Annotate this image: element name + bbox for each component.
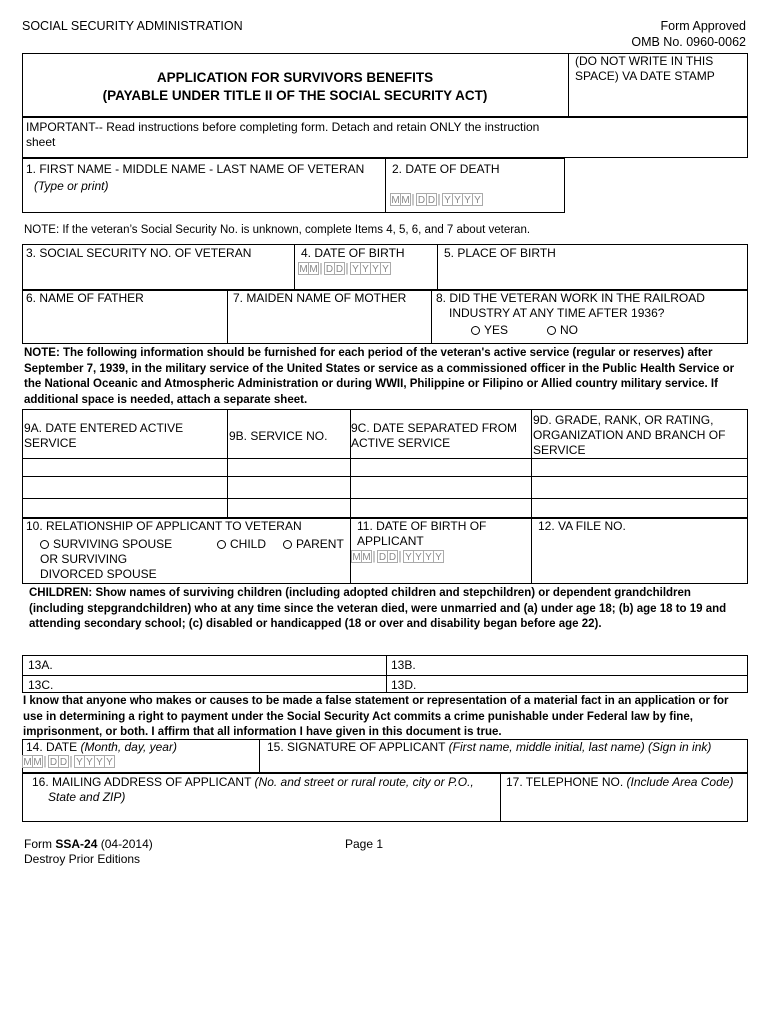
field-13b[interactable]: 13B.: [391, 658, 416, 672]
surviving-spouse-label-2: OR SURVIVING: [40, 552, 128, 566]
form-subtitle: (PAYABLE UNDER TITLE II OF THE SOCIAL SECURITY ACT): [102, 88, 488, 103]
field-11-label: 11. DATE OF BIRTH OF: [357, 519, 487, 533]
page-number: Page 1: [345, 837, 384, 851]
radio-icon: [283, 540, 292, 549]
va-date-stamp-area: (DO NOT WRITE IN THIS SPACE) VA DATE STAMP: [575, 54, 715, 83]
field-9b-label: 9B. SERVICE NO.: [229, 429, 328, 443]
field-4-label: 4. DATE OF BIRTH: [301, 246, 405, 260]
important-notice: IMPORTANT-- Read instructions before completing form. Detach and retain ONLY the instruction sheet: [26, 120, 540, 149]
form-approved: Form Approved: [660, 19, 746, 33]
radio-icon: [217, 540, 226, 549]
field-10-label: 10. RELATIONSHIP OF APPLICANT TO VETERAN: [26, 519, 302, 533]
children-table: [22, 655, 748, 693]
field-13a[interactable]: 13A.: [28, 658, 53, 672]
destroy-prior: Destroy Prior Editions: [24, 852, 141, 866]
ssn-note: NOTE: If the veteran’s Social Security No. is unknown, complete Items 4, 5, 6, and 7 about veteran.: [24, 224, 531, 236]
form-title: APPLICATION FOR SURVIVORS BENEFITS: [156, 70, 434, 85]
radio-icon: [471, 326, 480, 335]
affirmation-text: I know that anyone who makes or causes to be made a false statement or representation of a material fact in an application or for use in determining a right to payment under the Social Security Act commits a crime punishable under Federal law by fine, imprisonment, or both. I affirm that all information I have given in this document is true.: [23, 695, 729, 738]
signature-date-input[interactable]: M M | D D | Y Y Y Y: [22, 755, 114, 769]
field-9d-label: 9D. GRADE, RANK, OR RATING, ORGANIZATION AND BRANCH OF SERVICE: [533, 413, 726, 457]
field-16-label: 16. MAILING ADDRESS OF APPLICANT (No. and street or rural route, city or P.O.,: [32, 775, 474, 789]
child-radio[interactable]: CHILD: [217, 537, 266, 552]
applicant-dob-input[interactable]: M M | D D | Y Y Y Y: [351, 550, 443, 564]
radio-icon: [40, 540, 49, 549]
field-17-label: 17. TELEPHONE NO. (Include Area Code): [506, 775, 734, 789]
veteran-dob-input[interactable]: M M | D D | Y Y Y Y: [298, 262, 390, 276]
form-id: Form SSA-24 (04-2014): [24, 837, 153, 851]
field-16-hint: State and ZIP): [48, 790, 126, 804]
field-5-label: 5. PLACE OF BIRTH: [444, 246, 556, 260]
omb-number: OMB No. 0960-0062: [631, 35, 746, 49]
date-of-death-input[interactable]: M M | D D | Y Y Y Y: [390, 193, 482, 207]
radio-icon: [547, 326, 556, 335]
service-note: NOTE: The following information should be furnished for each period of the veteran's active service (regular or reserves) after September 7, 1939, in the military service of the United States or service as a commissioned officer in the Public Health Service or the National Oceanic and Atmospheric Administration or during WWII, Philippine or Filipino or Allied country military service. If additional space is needed, attach a separate sheet.: [24, 347, 735, 406]
railroad-no-radio[interactable]: NO: [547, 323, 578, 338]
field-8-label: 8. DID THE VETERAN WORK IN THE RAILROAD: [436, 291, 705, 305]
field-2-label: 2. DATE OF DEATH: [392, 162, 500, 176]
agency-name: SOCIAL SECURITY ADMINISTRATION: [22, 19, 243, 33]
surviving-spouse-radio[interactable]: SURVIVING SPOUSE: [40, 537, 172, 552]
field-11-label-2: APPLICANT: [357, 534, 424, 548]
parent-radio[interactable]: PARENT: [283, 537, 344, 552]
field-9a-label: 9A. DATE ENTERED ACTIVE SERVICE: [24, 421, 184, 450]
field-1-label: 1. FIRST NAME - MIDDLE NAME - LAST NAME OF VETERAN: [26, 162, 365, 176]
field-13d[interactable]: 13D.: [391, 678, 417, 692]
field-15-label: 15. SIGNATURE OF APPLICANT (First name, middle initial, last name) (Sign in ink): [267, 740, 712, 754]
field-9c-label: 9C. DATE SEPARATED FROM ACTIVE SERVICE: [351, 421, 518, 450]
field-7-label: 7. MAIDEN NAME OF MOTHER: [233, 291, 407, 305]
children-note: CHILDREN: Show names of surviving children (including adopted children and stepchildren) or dependent grandchildren (including stepgrandchildren) who at any time since the veteran died, were unmarried and (a) under age 18; (b) age 18 to 19 and attending secondary school; (c) disabled or handicapped (18 or over and disability began before age 22).: [29, 587, 727, 630]
surviving-spouse-label-3: DIVORCED SPOUSE: [40, 567, 157, 581]
field-6-label: 6. NAME OF FATHER: [26, 291, 144, 305]
field-14-label: 14. DATE (Month, day, year): [26, 740, 177, 754]
railroad-yes-radio[interactable]: YES: [471, 323, 508, 338]
field-8-label-2: INDUSTRY AT ANY TIME AFTER 1936?: [449, 306, 665, 320]
field-1-hint: (Type or print): [34, 179, 109, 193]
field-3-label: 3. SOCIAL SECURITY NO. OF VETERAN: [26, 246, 252, 260]
field-13c[interactable]: 13C.: [28, 678, 54, 692]
field-12-label: 12. VA FILE NO.: [538, 519, 626, 533]
